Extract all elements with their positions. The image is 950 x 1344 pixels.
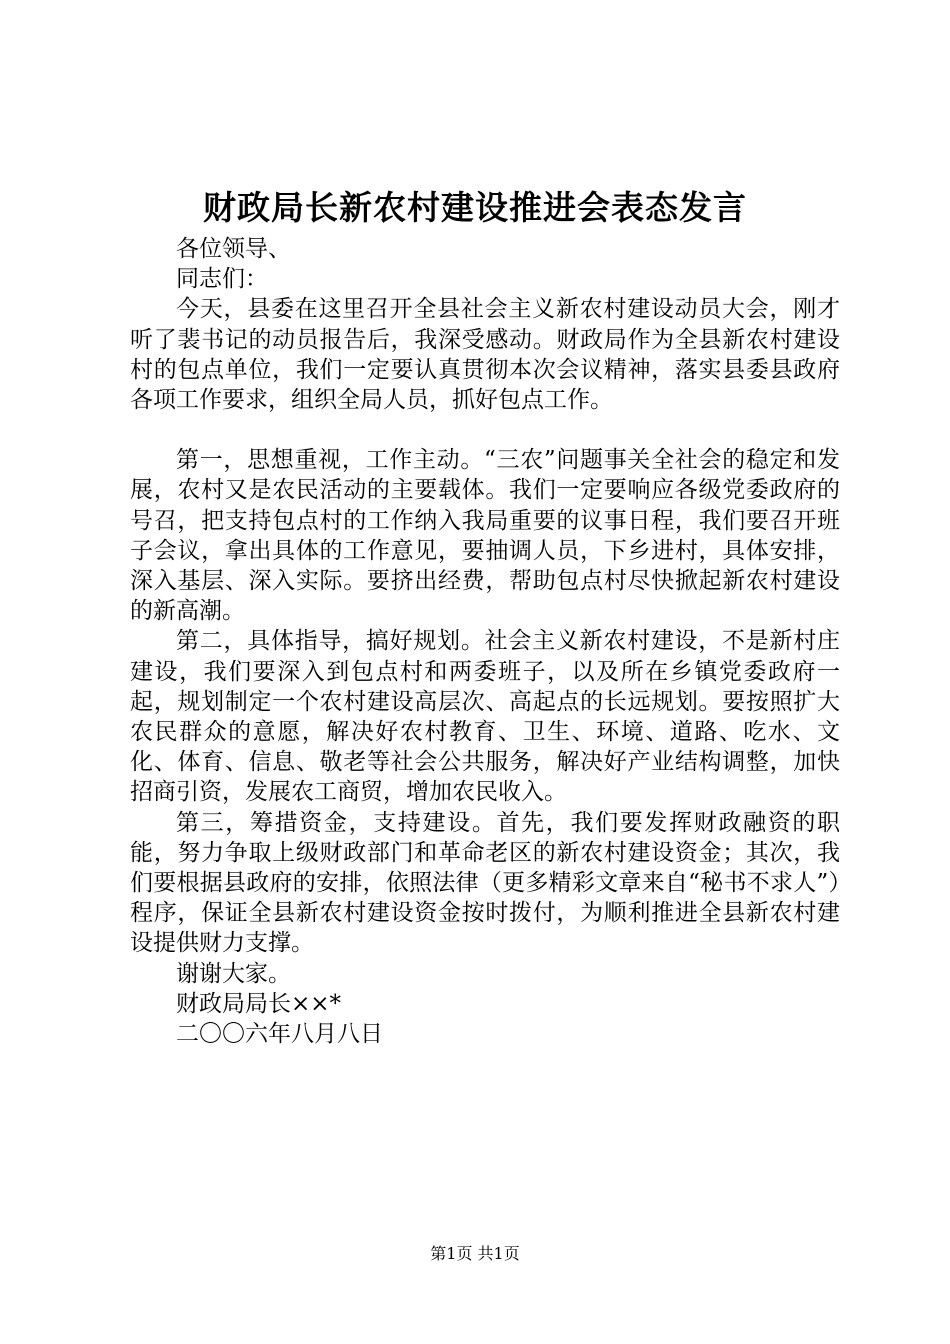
signature-line: 财政局局长××*: [176, 990, 342, 1017]
paragraph-second-point: 第二，具体指导，搞好规划。社会主义新农村建设，不是新村庄建设，我们要深入到包点村和两委班子，以及所在乡镇党委政府一起，规划制定一个农村建设高层次、高起点的长远规划。要按照扩大农民群众的意愿，解决好农村教育、卫生、环境、道路、吃水、文化、体育、信息、敬老等社会公共服务，解决好产业结构调整，加快招商引资，发展农工商贸，增加农民收入。: [130, 628, 840, 806]
document-title: 财政局长新农村建设推进会表态发言: [203, 188, 747, 227]
paragraph-intro: 今天，县委在这里召开全县社会主义新农村建设动员大会，刚才听了裴书记的动员报告后，我深受感动。财政局作为全县新农村建设村的包点单位，我们一定要认真贯彻本次会议精神，落实县委县政府各项工作要求，组织全局人员，抓好包点工作。: [130, 296, 840, 414]
paragraph-first-point: 第一，思想重视，工作主动。“三农”问题事关全社会的稳定和发展，农村又是农民活动的主要载体。我们一定要响应各级党委政府的号召，把支持包点村的工作纳入我局重要的议事日程，我们要召开班子会议，拿出具体的工作意见，要抽调人员，下乡进村，具体安排，深入基层、深入实际。要挤出经费，帮助包点村尽快掀起新农村建设的新高潮。: [130, 447, 840, 625]
date-line: 二〇〇六年八月八日: [176, 1021, 383, 1048]
document-body: [130, 234, 840, 1049]
closing-line: 谢谢大家。: [176, 960, 291, 987]
greeting-line-2: 同志们：: [176, 266, 268, 293]
page-number-footer: 第1页 共1页: [430, 1244, 520, 1263]
greeting-line-1: 各位领导、: [176, 236, 291, 262]
paragraph-third-point: 第三，筹措资金，支持建设。首先，我们要发挥财政融资的职能，努力争取上级财政部门和革命老区的新农村建设资金；其次，我们要根据县政府的安排，依照法律（更多精彩文章来自“秘书不求人”）程序，保证全县新农村建设资金按时拨付，为顺利推进全县新农村建设提供财力支撑。: [130, 809, 840, 957]
